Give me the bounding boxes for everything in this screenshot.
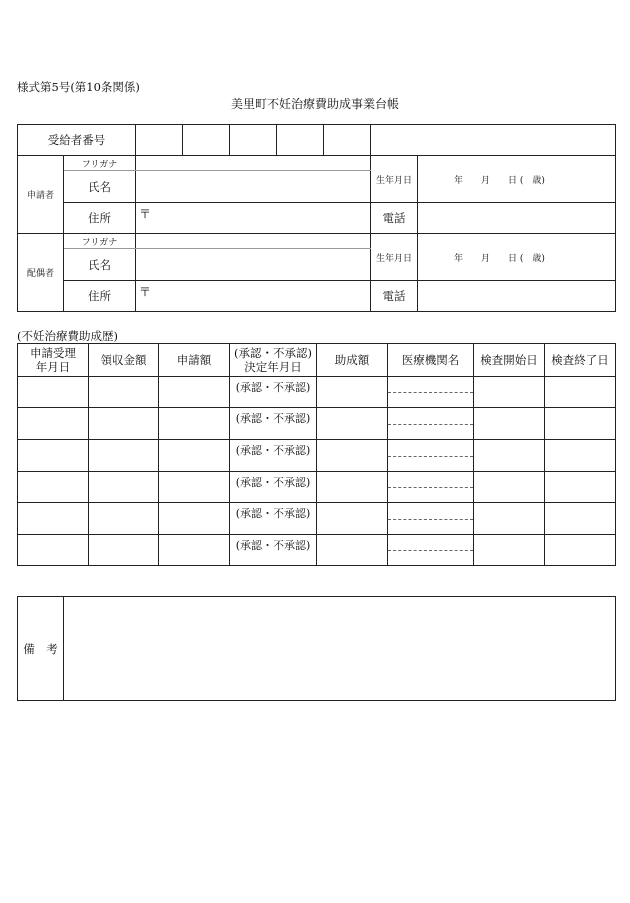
application-amount-cell[interactable]	[159, 408, 230, 440]
receipt-date-cell[interactable]	[18, 408, 89, 440]
header-subsidy-amount: 助成額	[317, 344, 388, 377]
receipt-amount-cell[interactable]	[89, 535, 159, 566]
applicant-address-label: 住所	[64, 203, 136, 234]
recipient-number-label: 受給者番号	[18, 125, 136, 156]
table-row	[18, 503, 616, 535]
exam-end-cell[interactable]	[545, 535, 616, 566]
institution-cell[interactable]	[388, 535, 474, 566]
header-decision-date: (承認・不承認) 決定年月日	[230, 344, 317, 377]
postal-mark: 〒	[139, 285, 152, 299]
history-section-label: (不妊治療費助成歴)	[17, 329, 118, 343]
header-receipt-date: 申請受理 年月日	[18, 344, 89, 377]
form-id: 様式第5号(第10条関係)	[17, 80, 140, 94]
application-amount-cell[interactable]	[159, 535, 230, 566]
spouse-dob-field[interactable]: 年 月 日 ( 歳)	[418, 234, 616, 281]
spouse-name-label: 氏名	[64, 249, 136, 281]
institution-cell[interactable]	[388, 440, 474, 472]
application-amount-cell[interactable]	[159, 440, 230, 472]
table-row	[18, 472, 616, 503]
exam-end-cell[interactable]	[545, 503, 616, 535]
header-application-amount: 申請額	[159, 344, 230, 377]
spouse-address-label: 住所	[64, 281, 136, 312]
header-receipt-amount: 領収金額	[89, 344, 159, 377]
exam-end-cell[interactable]	[545, 440, 616, 472]
institution-cell[interactable]	[388, 472, 474, 503]
status-cell[interactable]: (承認・不承認)	[230, 503, 317, 535]
applicant-phone-label: 電話	[371, 203, 418, 234]
spouse-section-label: 配偶者	[18, 234, 64, 312]
table-row	[18, 535, 616, 566]
exam-start-cell[interactable]	[474, 535, 545, 566]
application-amount-cell[interactable]	[159, 503, 230, 535]
recipient-digit[interactable]	[277, 125, 324, 156]
receipt-amount-cell[interactable]	[89, 377, 159, 408]
subsidy-amount-cell[interactable]	[317, 535, 388, 566]
receipt-date-cell[interactable]	[18, 503, 89, 535]
recipient-digit[interactable]	[230, 125, 277, 156]
applicant-section-label: 申請者	[18, 156, 64, 234]
receipt-amount-cell[interactable]	[89, 472, 159, 503]
applicant-furigana-field[interactable]	[136, 156, 371, 171]
applicant-name-label: 氏名	[64, 171, 136, 203]
exam-end-cell[interactable]	[545, 472, 616, 503]
exam-start-cell[interactable]	[474, 408, 545, 440]
exam-start-cell[interactable]	[474, 377, 545, 408]
applicant-furigana-label: フリガナ	[64, 156, 136, 171]
table-row	[18, 408, 616, 440]
receipt-date-cell[interactable]	[18, 377, 89, 408]
subsidy-amount-cell[interactable]	[317, 440, 388, 472]
subsidy-amount-cell[interactable]	[317, 472, 388, 503]
receipt-date-cell[interactable]	[18, 472, 89, 503]
receipt-date-cell[interactable]	[18, 535, 89, 566]
institution-cell[interactable]	[388, 377, 474, 408]
history-table	[17, 343, 616, 566]
header-institution: 医療機関名	[388, 344, 474, 377]
spouse-address-field[interactable]	[136, 281, 371, 312]
exam-start-cell[interactable]	[474, 440, 545, 472]
recipient-digit[interactable]	[324, 125, 371, 156]
spouse-phone-field[interactable]	[418, 281, 616, 312]
exam-start-cell[interactable]	[474, 472, 545, 503]
postal-mark: 〒	[139, 207, 152, 221]
exam-end-cell[interactable]	[545, 408, 616, 440]
table-row	[18, 377, 616, 408]
exam-start-cell[interactable]	[474, 503, 545, 535]
status-cell[interactable]: (承認・不承認)	[230, 377, 317, 408]
remarks-table	[17, 596, 616, 701]
subsidy-amount-cell[interactable]	[317, 503, 388, 535]
status-cell[interactable]: (承認・不承認)	[230, 535, 317, 566]
applicant-dob-field[interactable]: 年 月 日 ( 歳)	[418, 156, 616, 203]
remarks-field[interactable]	[64, 597, 616, 701]
subsidy-amount-cell[interactable]	[317, 377, 388, 408]
header-exam-start: 検査開始日	[474, 344, 545, 377]
header-exam-end: 検査終了日	[545, 344, 616, 377]
subsidy-amount-cell[interactable]	[317, 408, 388, 440]
receipt-amount-cell[interactable]	[89, 408, 159, 440]
table-row	[18, 440, 616, 472]
application-amount-cell[interactable]	[159, 377, 230, 408]
receipt-date-cell[interactable]	[18, 440, 89, 472]
spouse-furigana-label: フリガナ	[64, 234, 136, 249]
spouse-dob-label: 生年月日	[371, 234, 418, 281]
page-title: 美里町不妊治療費助成事業台帳	[230, 97, 399, 111]
applicant-dob-label: 生年月日	[371, 156, 418, 203]
institution-cell[interactable]	[388, 503, 474, 535]
spouse-phone-label: 電話	[371, 281, 418, 312]
application-amount-cell[interactable]	[159, 472, 230, 503]
applicant-name-field[interactable]	[136, 171, 371, 203]
institution-cell[interactable]	[388, 408, 474, 440]
spouse-furigana-field[interactable]	[136, 234, 371, 249]
remarks-label: 備 考	[18, 597, 64, 701]
receipt-amount-cell[interactable]	[89, 503, 159, 535]
applicant-address-field[interactable]	[136, 203, 371, 234]
recipient-number-rest[interactable]	[371, 125, 616, 156]
receipt-amount-cell[interactable]	[89, 440, 159, 472]
applicant-table	[17, 124, 616, 312]
status-cell[interactable]: (承認・不承認)	[230, 408, 317, 440]
recipient-digit[interactable]	[136, 125, 183, 156]
spouse-name-field[interactable]	[136, 249, 371, 281]
exam-end-cell[interactable]	[545, 377, 616, 408]
applicant-phone-field[interactable]	[418, 203, 616, 234]
status-cell[interactable]: (承認・不承認)	[230, 440, 317, 472]
recipient-digit[interactable]	[183, 125, 230, 156]
status-cell[interactable]: (承認・不承認)	[230, 472, 317, 503]
